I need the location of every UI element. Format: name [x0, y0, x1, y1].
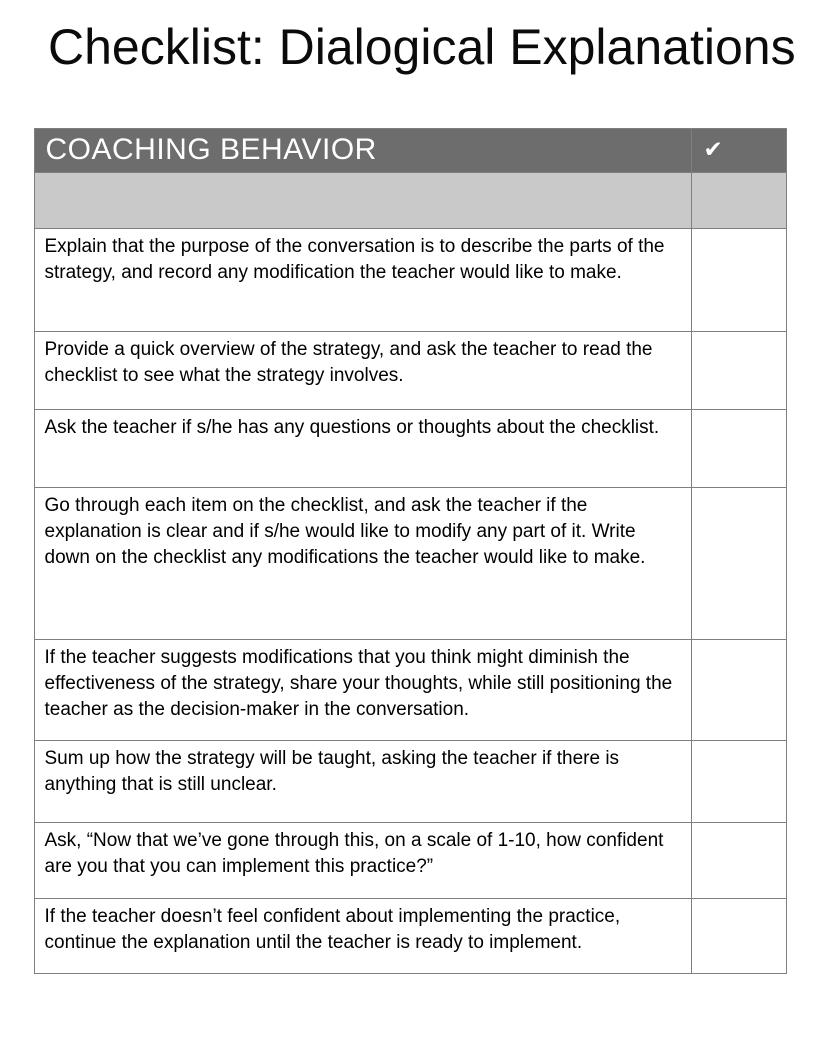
check-cell[interactable] — [691, 640, 786, 741]
behavior-text: Provide a quick overview of the strategy, and ask the teacher to read the checklist to see what the strategy involves. — [34, 332, 691, 410]
page-title: Checklist: Dialogical Explanations — [48, 19, 796, 75]
check-column-header — [691, 129, 786, 173]
check-cell[interactable] — [691, 229, 786, 332]
behavior-text: If the teacher suggests modifications that you think might diminish the effectiveness of the strategy, share your thoughts, while still positioning the teacher as the decision-maker in the conversation. — [34, 640, 691, 741]
table-row — [34, 229, 786, 332]
behavior-text: Explain that the purpose of the conversation is to describe the parts of the strategy, and record any modification the teacher would like to make. — [34, 229, 691, 332]
table-row — [34, 823, 786, 899]
table-row — [34, 741, 786, 823]
table-row — [34, 488, 786, 640]
table-row — [34, 410, 786, 488]
check-cell[interactable] — [691, 899, 786, 974]
table-row — [34, 640, 786, 741]
subheader-empty-check-cell — [691, 173, 786, 229]
table-row — [34, 332, 786, 410]
check-cell[interactable] — [691, 488, 786, 640]
checkmark-icon: ✔ — [703, 136, 723, 162]
behavior-text: If the teacher doesn’t feel confident about implementing the practice, continue the explanation until the teacher is ready to implement. — [34, 899, 691, 974]
behavior-text: Sum up how the strategy will be taught, asking the teacher if there is anything that is still unclear. — [34, 741, 691, 823]
table-row — [34, 899, 786, 974]
subheader-empty-row — [34, 173, 786, 229]
subheader-empty-cell — [34, 173, 691, 229]
behavior-text: Go through each item on the checklist, and ask the teacher if the explanation is clear and if s/he would like to modify any part of it. Write down on the checklist any modifications the teacher would like to make. — [34, 488, 691, 640]
check-cell[interactable] — [691, 741, 786, 823]
coaching-behavior-table — [34, 128, 787, 974]
coaching-behavior-column-header: COACHING BEHAVIOR — [34, 129, 691, 173]
check-cell[interactable] — [691, 332, 786, 410]
behavior-text: Ask the teacher if s/he has any questions or thoughts about the checklist. — [34, 410, 691, 488]
behavior-text: Ask, “Now that we’ve gone through this, on a scale of 1-10, how confident are you that you can implement this practice?” — [34, 823, 691, 899]
table-header-row — [34, 129, 786, 173]
check-cell[interactable] — [691, 410, 786, 488]
check-cell[interactable] — [691, 823, 786, 899]
